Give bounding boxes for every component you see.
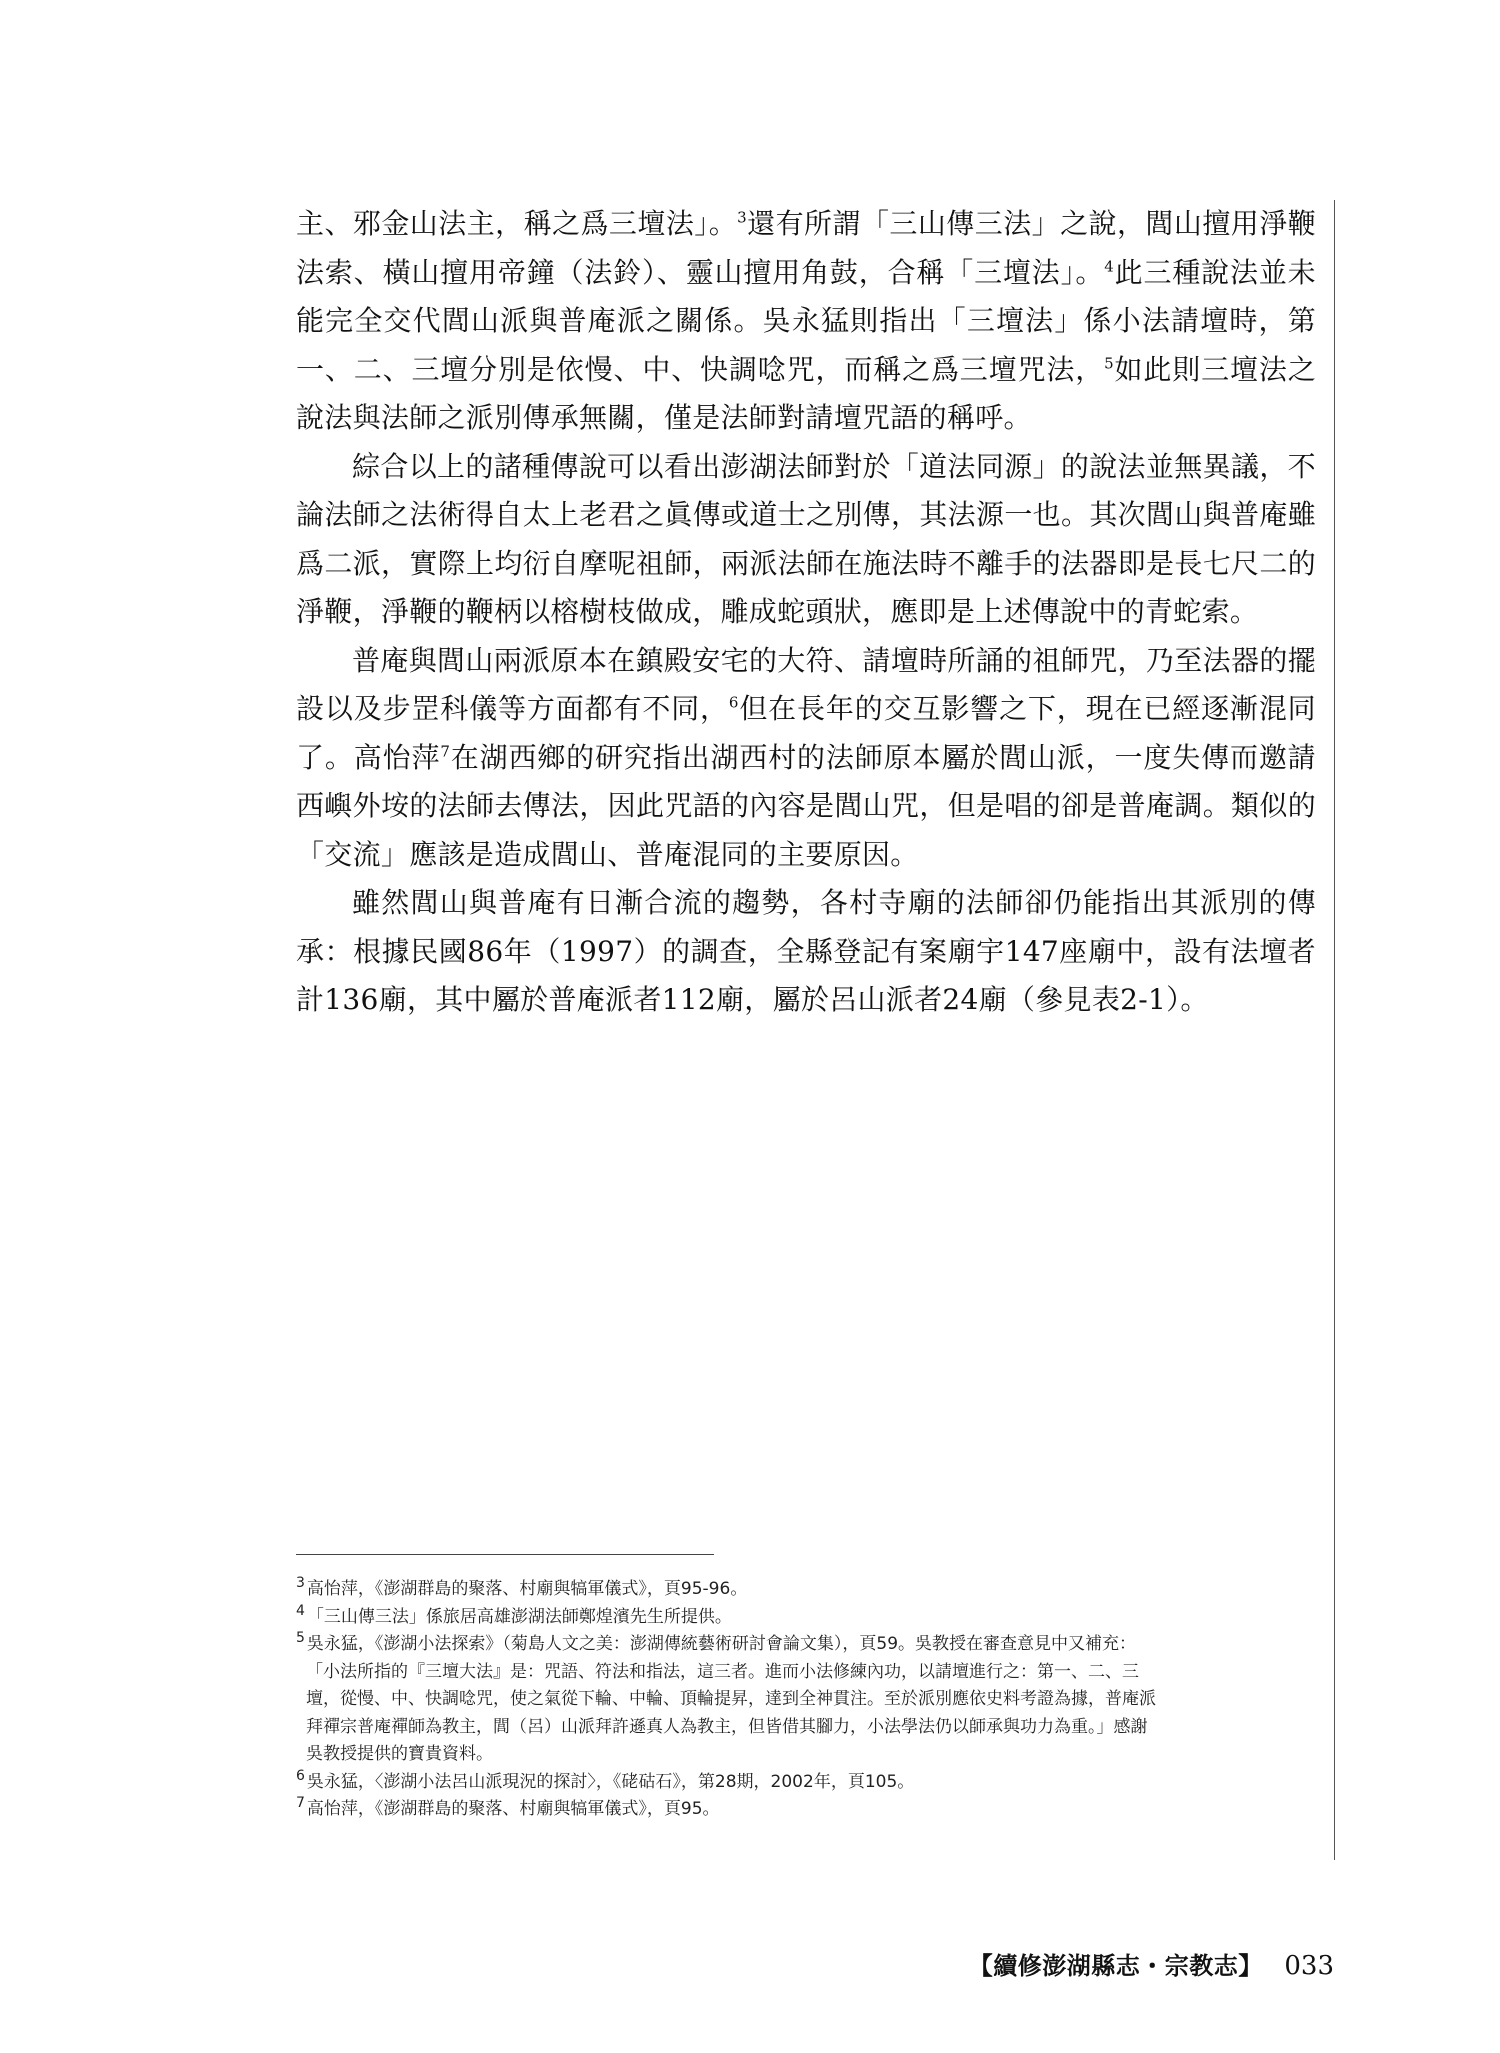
footnote	[296, 1576, 1324, 1604]
paragraph-text: 如此則三壇法之說法與法師之派別傳承無關，僅是法師對請壇咒語的稱呼。	[296, 352, 1316, 434]
footnote-text: 「小法所指的『三壇大法』是：咒語、符法和指法，這三者。進而小法修練內功，以請壇進行之：第一、二、三	[306, 1661, 1139, 1682]
footnote-number: 3	[296, 1575, 305, 1592]
footnote-text: 吳永猛，《澎湖小法探索》（菊島人文之美：澎湖傳統藝術研討會論文集），頁59。吳教授在審查意見中又補充：	[306, 1634, 1137, 1654]
footnote	[296, 1604, 1324, 1632]
footnote-separator	[296, 1554, 714, 1555]
footnote-ref[interactable]: 4	[1104, 257, 1115, 276]
footnote-text: 高怡萍，《澎湖群島的聚落、村廟與犒軍儀式》，頁95-96。	[306, 1579, 748, 1599]
footnote	[296, 1631, 1324, 1769]
footnote-text: 高怡萍，《澎湖群島的聚落、村廟與犒軍儀式》，頁95。	[306, 1799, 720, 1819]
footnote-text: 吳永猛，〈澎湖小法呂山派現況的探討〉，《硓𥑮石》，第28期，2002年，頁105。	[306, 1771, 915, 1792]
paragraph-text: 雖然閭山與普庵有日漸合流的趨勢，各村寺廟的法師卻仍能指出其派別的傳承：根據民國86年（1997）的調查，全縣登記有案廟宇147座廟中，設有法壇者計136廟，其中屬於普庵派者112廟，屬於呂山派者24廟（參見表2-1）。	[296, 886, 1316, 1016]
book-title: 【續修澎湖縣志・宗教志】	[968, 1951, 1263, 1980]
margin-rule	[1334, 200, 1335, 1860]
footnote-text: 壇，從慢、中、快調唸咒，使之氣從下輪、中輪、頂輪提昇，達到全神貫注。至於派別應依史料考證為據，普庵派	[306, 1689, 1156, 1709]
paragraph-text: 還有所謂「三山傳三法」之說，閭山擅用淨鞭法索、橫山擅用帝鐘（法鈴）、靈山擅用角鼓，合稱「三壇法」。	[296, 207, 1316, 289]
footnote-number: 5	[296, 1630, 305, 1647]
body-text	[296, 200, 1316, 1025]
footnote-ref[interactable]: 5	[1104, 354, 1114, 373]
footnote	[296, 1769, 1324, 1797]
footnote-text: 吳教授提供的寶貴資料。	[306, 1744, 493, 1764]
paragraph	[296, 200, 1316, 443]
footnote-ref[interactable]: 7	[440, 742, 451, 761]
footnotes	[296, 1576, 1324, 1824]
paragraph-text: 此三種說法並未能完全交代閭山派與普庵派之關係。吳永猛則指出「三壇法」係小法請壇時，第一、二、三壇分別是依慢、中、快調唸咒，而稱之爲三壇咒法，	[296, 255, 1316, 386]
paragraph-text: 主、邪金山法主，稱之爲三壇法」。	[296, 207, 738, 240]
page-number: 033	[1284, 1951, 1334, 1981]
paragraph-text: 綜合以上的諸種傳說可以看出澎湖法師對於「道法同源」的說法並無異議，不論法師之法術得自太上老君之眞傳或道士之別傳，其法源一也。其次閭山與普庵雖爲二派，實際上均衍自摩呢祖師，兩派法師在施法時不離手的法器即是長七尺二的淨鞭，淨鞭的鞭柄以榕樹枝做成，雕成蛇頭狀，應即是上述傳說中的青蛇索。	[296, 449, 1316, 628]
paragraph	[296, 637, 1316, 880]
footnote-number: 4	[296, 1602, 305, 1619]
footnote-ref[interactable]: 3	[737, 208, 748, 227]
footnote-number: 7	[296, 1795, 305, 1812]
paragraph-text: 但在長年的交互影響之下，現在已經逐漸混同了。高怡萍	[296, 692, 1316, 774]
footnote-text: 「三山傳三法」係旅居高雄澎湖法師鄭煌濱先生所提供。	[306, 1606, 732, 1627]
footnote-number: 6	[296, 1767, 305, 1784]
footnote-text: 拜禪宗普庵禪師為教主，閭（呂）山派拜許遜真人為教主，但皆借其腳力，小法學法仍以師承與功力為重。」感謝	[306, 1716, 1148, 1737]
footnote	[296, 1796, 1324, 1824]
footnote-ref[interactable]: 6	[728, 693, 739, 712]
paragraph-text: 在湖西鄉的研究指出湖西村的法師原本屬於閭山派，一度失傳而邀請西嶼外垵的法師去傳法，因此咒語的內容是閭山咒，但是唱的卻是普庵調。類似的「交流」應該是造成閭山、普庵混同的主要原因。	[296, 740, 1316, 871]
paragraph-text: 普庵與閭山兩派原本在鎮殿安宅的大符、請壇時所誦的祖師咒，乃至法器的擺設以及步罡科儀等方面都有不同，	[296, 643, 1316, 725]
paragraph	[296, 879, 1316, 1025]
paragraph	[296, 443, 1316, 637]
page-footer	[969, 1946, 1334, 1981]
